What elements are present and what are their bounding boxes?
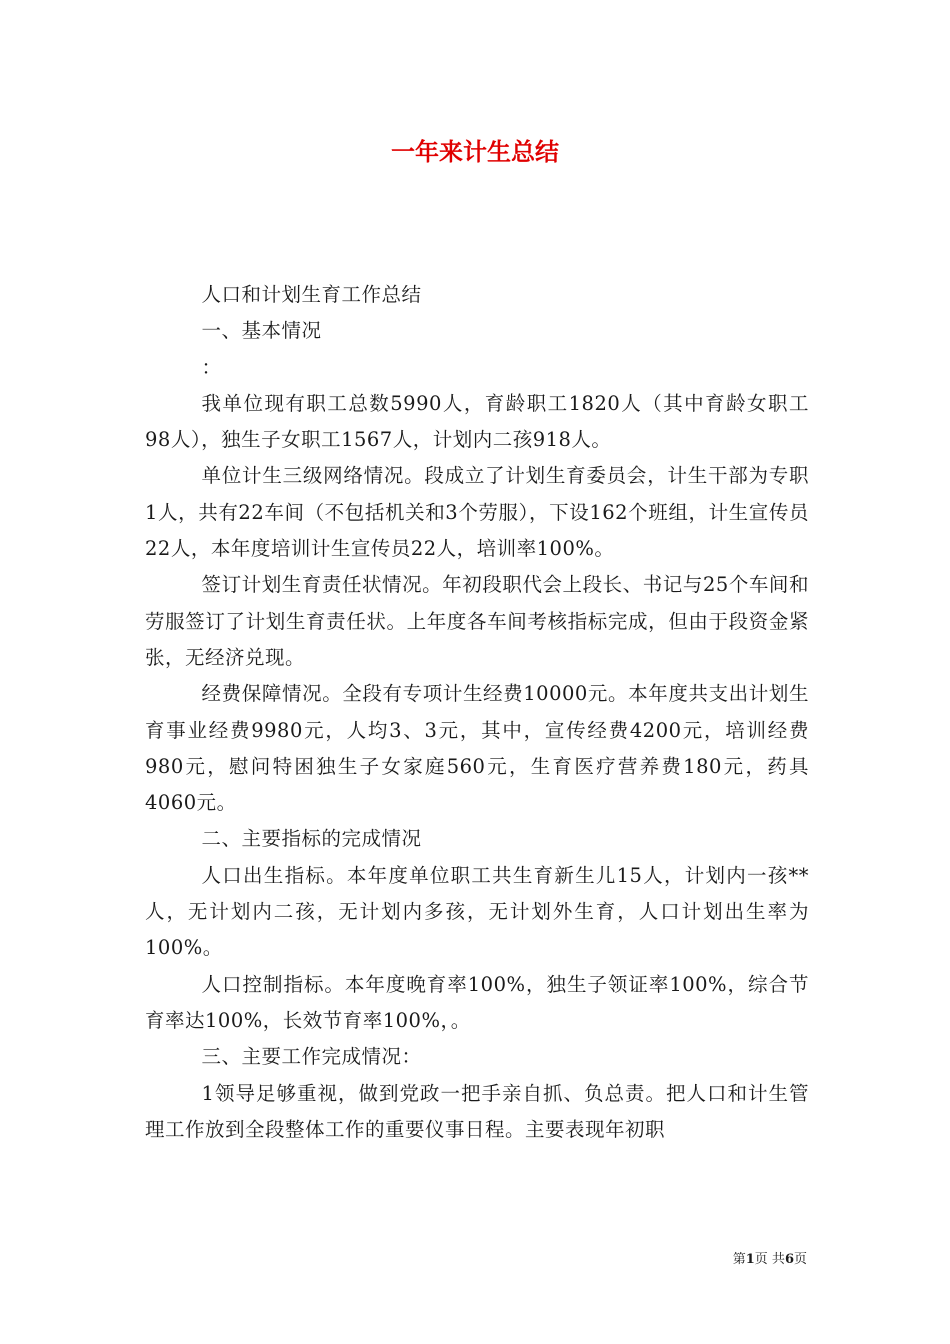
footer-suffix: 页 [793,1252,807,1267]
paragraph-leadership: 1领导足够重视，做到党政一把手亲自抓、负总责。把人口和计生管理工作放到全段整体工作的重要仪事日程。主要表现年初职 [145,1081,809,1141]
section-heading-main-indicators: 二、主要指标的完成情况 [201,827,422,851]
paragraph-control-indicators: 人口控制指标。本年度晚育率100%，独生子领证率100%，综合节育率达100%，长效节育率100%，。 [145,972,809,1032]
footer-current-page: 1 [745,1252,755,1267]
page-footer [733,1248,807,1267]
section-heading-basic-situation: 一、基本情况 [201,319,322,343]
section-heading-main-work: 三、主要工作完成情况： [201,1045,422,1069]
paragraph-staff-numbers: 我单位现有职工总数5990人，育龄职工1820人（其中育龄女职工98人），独生子女职工1567人，计划内二孩918人。 [145,391,809,452]
paragraph-funding: 经费保障情况。全段有专项计生经费10000元。本年度共支出计划生育事业经费9980元，人均3、3元，其中，宣传经费4200元，培训经费980元，慰问特困独生子女家庭560元，生育医疗营养费180元，药具4060元。 [145,682,809,815]
document-body [145,277,809,1148]
footer-total-pages: 6 [784,1252,794,1267]
footer-prefix: 第 [732,1252,746,1267]
paragraph-responsibility-contract: 签订计划生育责任状情况。年初段职代会上段长、书记与25个车间和劳服签订了计划生育责任状。上年度各车间考核指标完成，但由于段资金紧张，无经济兑现。 [145,573,809,669]
paragraph-network-situation: 单位计生三级网络情况。段成立了计划生育委员会，计生干部为专职1人，共有22车间（不包括机关和3个劳服），下设162个班组，计生宣传员22人，本年度培训计生宣传员22人，培训率100%。 [145,464,809,561]
document-title: 一年来计生总结 [391,138,559,166]
paragraph-birth-indicators: 人口出生指标。本年度单位职工共生育新生儿15人，计划内一孩**人，无计划内二孩，无计划内多孩，无计划外生育，人口计划出生率为100%。 [145,863,809,960]
paragraph-heading-summary: 人口和计划生育工作总结 [201,283,422,306]
footer-middle: 页 共 [754,1252,785,1267]
paragraph-colon: ： [201,355,222,379]
